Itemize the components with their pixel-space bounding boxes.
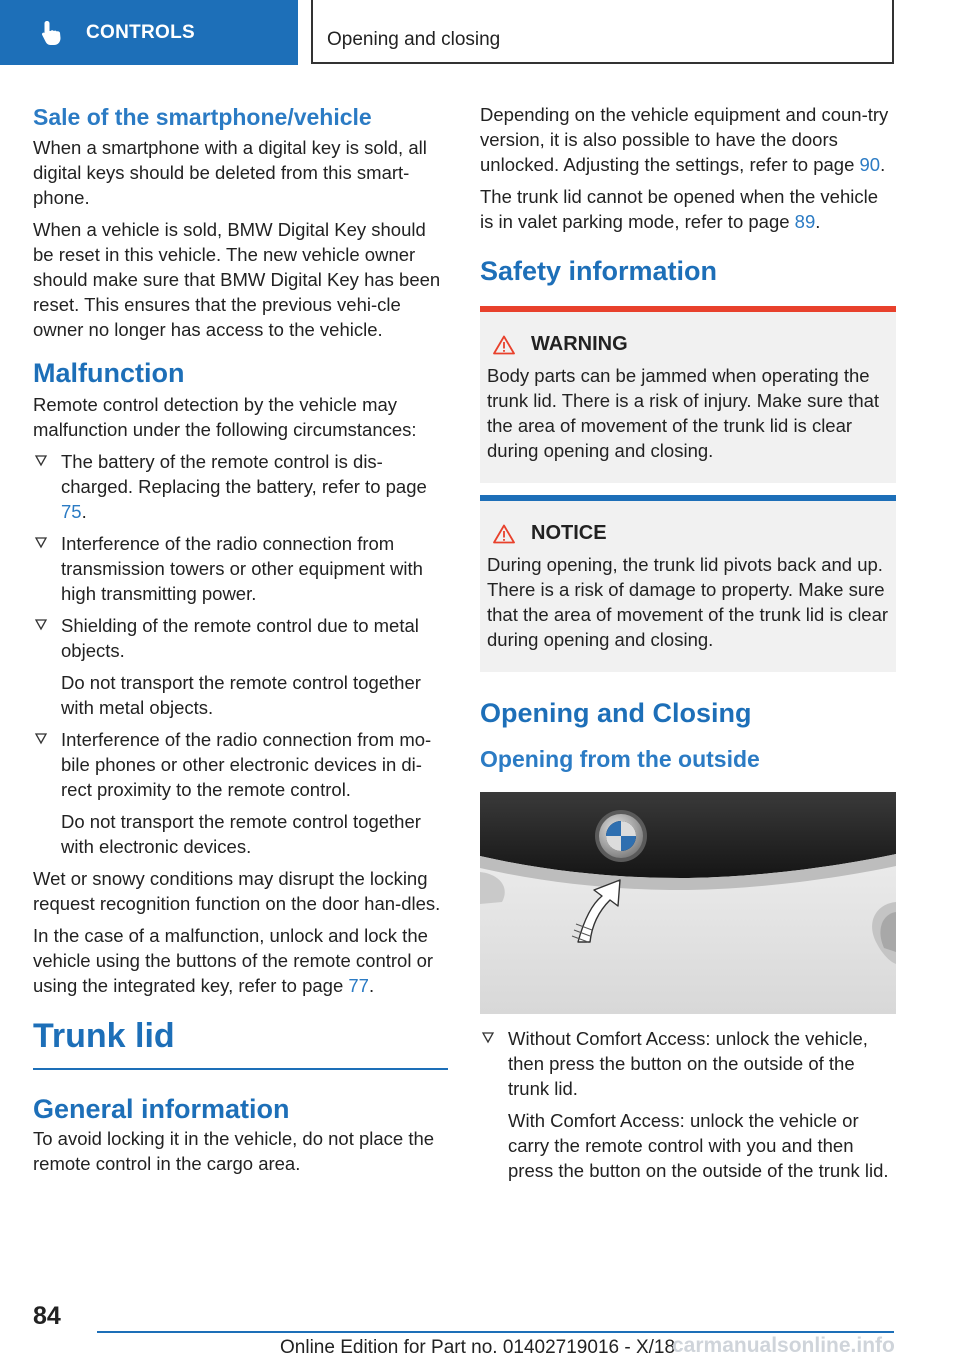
bullet-subtext: Do not transport the remote control together with metal objects. bbox=[61, 672, 421, 718]
list-item bbox=[33, 613, 448, 720]
page-link[interactable]: 90 bbox=[859, 154, 881, 175]
bullet-text-end: . bbox=[81, 501, 87, 522]
triangle-bullet-icon bbox=[33, 534, 49, 552]
chapter-label: Opening and closing bbox=[327, 29, 501, 50]
warning-box bbox=[480, 306, 896, 483]
notice-text: During opening, the trunk lid pivots back and up. There is a risk of damage to property. Make sure that the area of movement of the trunk lid is clear during opening and closing. bbox=[487, 554, 889, 650]
wet-conditions-paragraph: Wet or snowy conditions may disrupt the locking request recognition function on the door han-dles. bbox=[33, 868, 441, 914]
notice-triangle-icon bbox=[493, 524, 515, 544]
opening-closing-heading: Opening and Closing bbox=[480, 698, 752, 728]
triangle-bullet-icon bbox=[33, 730, 49, 748]
notice-title-text: NOTICE bbox=[531, 522, 607, 544]
bullet-text: Interference of the radio connection from transmission towers or other equipment with high transmitting power. bbox=[61, 533, 423, 604]
sale-heading: Sale of the smartphone/vehicle bbox=[33, 104, 372, 130]
doors-text-end: . bbox=[880, 154, 886, 175]
warning-title bbox=[493, 332, 890, 357]
general-information-heading: General information bbox=[33, 1094, 290, 1124]
notice-box bbox=[480, 495, 896, 672]
malfunction-list bbox=[33, 449, 448, 859]
section-label: CONTROLS bbox=[86, 21, 196, 43]
doors-text: Depending on the vehicle equipment and coun-try version, it is also possible to have the doors unlocked. Adjusting the settings, refer to page bbox=[480, 104, 889, 175]
bullet-text: Without Comfort Access: unlock the vehicle, then press the button on the outside of the trunk lid. bbox=[508, 1028, 868, 1099]
list-item bbox=[33, 727, 448, 859]
list-item bbox=[33, 449, 448, 524]
valet-text: The trunk lid cannot be opened when the vehicle is in valet parking mode, refer to page bbox=[480, 186, 879, 232]
valet-paragraph bbox=[480, 184, 896, 234]
bullet-text: The battery of the remote control is dis-charged. Replacing the battery, refer to page bbox=[61, 451, 427, 497]
footer-divider bbox=[97, 1331, 894, 1333]
doors-paragraph bbox=[480, 102, 896, 177]
right-column bbox=[480, 102, 896, 1190]
bullet-subtext: Do not transport the remote control together with electronic devices. bbox=[61, 811, 421, 857]
watermark: carmanualsonline.info bbox=[672, 1334, 895, 1357]
bullet-text: Interference of the radio connection from mo-bile phones or other electronic devices in di-rect proximity to the remote control. bbox=[61, 729, 432, 800]
sale-paragraph-1: When a smartphone with a digital key is sold, all digital keys should be deleted from this smart-phone. bbox=[33, 137, 427, 208]
warning-title-text: WARNING bbox=[531, 333, 628, 355]
trunk-lid-heading: Trunk lid bbox=[33, 1017, 175, 1055]
general-information-paragraph: To avoid locking it in the vehicle, do not place the remote control in the cargo area. bbox=[33, 1128, 435, 1174]
bullet-text: Shielding of the remote control due to metal objects. bbox=[61, 615, 419, 661]
trunk-button-photo bbox=[480, 792, 896, 1014]
opening-list bbox=[480, 1026, 896, 1183]
list-item bbox=[480, 1026, 896, 1183]
malfunction-paragraph bbox=[33, 923, 448, 998]
page-number: 84 bbox=[33, 1302, 61, 1330]
page-link[interactable]: 75 bbox=[61, 501, 82, 522]
warning-text: Body parts can be jammed when operating the trunk lid. There is a risk of injury. Make sure that the area of movement of the trunk lid is clear during opening and closing. bbox=[487, 365, 880, 461]
footer-edition: Online Edition for Part no. 01402719016 - X/18 bbox=[280, 1337, 676, 1358]
triangle-bullet-icon bbox=[33, 452, 49, 470]
triangle-bullet-icon bbox=[480, 1029, 496, 1047]
heading-divider bbox=[33, 1068, 448, 1070]
opening-outside-heading: Opening from the outside bbox=[480, 746, 760, 772]
page-link[interactable]: 77 bbox=[348, 975, 369, 996]
notice-title bbox=[493, 521, 890, 546]
triangle-bullet-icon bbox=[33, 616, 49, 634]
left-column bbox=[33, 102, 448, 1183]
bullet-subtext: With Comfort Access: unlock the vehicle or carry the remote control with you and then press the button on the outside of the trunk lid. bbox=[508, 1110, 889, 1181]
chapter-header bbox=[311, 0, 894, 64]
section-tab bbox=[0, 0, 298, 65]
list-item bbox=[33, 531, 448, 606]
malfunction-text-end: . bbox=[368, 975, 375, 996]
malfunction-heading: Malfunction bbox=[33, 358, 185, 388]
sale-paragraph-2: When a vehicle is sold, BMW Digital Key should be reset in this vehicle. The new vehicle owner should make sure that BMW Digital Key has been reset. This ensures that the previous vehi-cle owner no longer has access to the vehicle. bbox=[33, 219, 441, 340]
safety-heading: Safety information bbox=[480, 256, 718, 286]
valet-text-end: . bbox=[815, 211, 821, 232]
malfunction-text: In the case of a malfunction, unlock and lock the vehicle using the buttons of the remote control or using the integrated key, refer to page bbox=[33, 925, 434, 996]
warning-triangle-icon bbox=[493, 335, 515, 355]
page-link[interactable]: 89 bbox=[794, 211, 816, 232]
malfunction-intro: Remote control detection by the vehicle may malfunction under the following circumstances: bbox=[33, 394, 417, 440]
pointing-hand-icon bbox=[40, 20, 64, 46]
